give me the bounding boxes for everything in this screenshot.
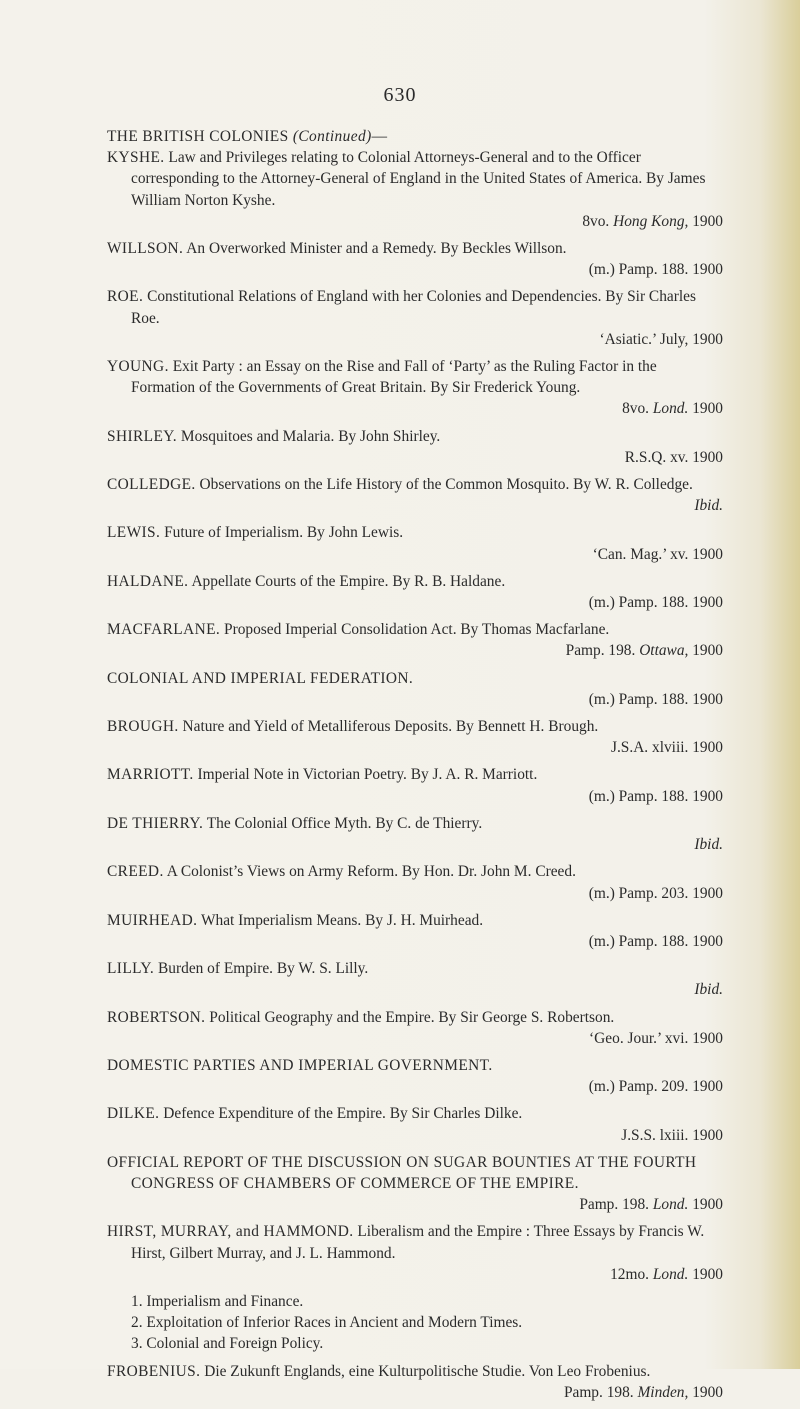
bibliography-entry bbox=[107, 474, 723, 516]
entry-ref: ‘Asiatic.’ July, bbox=[599, 330, 689, 348]
entry-author: KYSHE. bbox=[107, 149, 165, 167]
entry-year: 1900 bbox=[692, 1383, 723, 1401]
entry-author: COLONIAL AND IMPERIAL FEDERATION. bbox=[107, 669, 414, 687]
entry-reference bbox=[131, 447, 723, 468]
entry-text: What Imperialism Means. By J. H. Muirhead. bbox=[200, 911, 484, 929]
entry-reference bbox=[131, 592, 723, 613]
entry-text: Exit Party : an Essay on the Rise and Fall of ‘Party’ as the Ruling Factor in the Formation of the Governments of Great Britain. By Sir Frederick Young. bbox=[131, 358, 657, 397]
section-title-text: THE BRITISH COLONIES bbox=[107, 128, 289, 145]
entry-reference bbox=[131, 737, 723, 758]
entry-reference bbox=[131, 329, 723, 350]
entry-reference bbox=[131, 1194, 723, 1215]
entry-reference bbox=[131, 1382, 723, 1403]
entry-year: 1900 bbox=[692, 787, 723, 805]
entry-year: 1900 bbox=[692, 448, 723, 466]
page-number: 630 bbox=[383, 84, 417, 106]
entry-place: Lond. bbox=[652, 1265, 689, 1283]
bibliography-entry bbox=[107, 910, 723, 952]
entry-reference bbox=[131, 259, 723, 280]
list-item: 1. Imperialism and Finance. bbox=[131, 1292, 304, 1310]
entry-author: CREED. bbox=[107, 863, 164, 881]
bibliography-entry bbox=[107, 668, 723, 710]
entry-reference bbox=[131, 1264, 723, 1285]
entry-text: Die Zukunft Englands, eine Kulturpolitische Studie. Von Leo Frobenius. bbox=[204, 1362, 651, 1380]
entry-text: Appellate Courts of the Empire. By R. B. Haldane. bbox=[191, 572, 506, 590]
entry-text: Observations on the Life History of the Common Mosquito. By W. R. Colledge. bbox=[199, 476, 693, 494]
bibliography-entry bbox=[107, 1103, 723, 1145]
entry-ref: (m.) Pamp. 203. bbox=[588, 884, 689, 902]
entry-year: 1900 bbox=[692, 1078, 723, 1096]
entry-year: 1900 bbox=[692, 642, 723, 660]
bibliography-entry bbox=[107, 716, 723, 758]
entry-year: 1900 bbox=[692, 884, 723, 902]
entry-text: Imperial Note in Victorian Poetry. By J. A. R. Marriott. bbox=[197, 766, 538, 784]
entry-place: Ibid. bbox=[694, 836, 723, 854]
section-continued: (Continued) bbox=[292, 128, 372, 145]
entry-text: Nature and Yield of Metalliferous Deposits. By Bennett H. Brough. bbox=[182, 718, 599, 736]
entry-reference bbox=[131, 1028, 723, 1049]
entry-ref: Pamp. 198. bbox=[579, 1196, 649, 1214]
entry-year: 1900 bbox=[692, 1265, 723, 1283]
bibliography-entry bbox=[107, 619, 723, 661]
entry-author: LEWIS. bbox=[107, 524, 161, 542]
entry-reference bbox=[131, 883, 723, 904]
bibliography-entry bbox=[107, 238, 723, 280]
hirst-sublist bbox=[107, 1291, 723, 1355]
entry-ref: ‘Geo. Jour.’ xvi. bbox=[589, 1029, 689, 1047]
entry-reference bbox=[131, 211, 723, 232]
entry-year: 1900 bbox=[692, 261, 723, 279]
entry-place: Minden, bbox=[637, 1383, 689, 1401]
entry-text: Liberalism and the Empire : Three Essays by Francis W. Hirst, Gilbert Murray, and J. L. Hammond. bbox=[131, 1223, 705, 1262]
entry-year: 1900 bbox=[692, 545, 723, 563]
bibliography-entry bbox=[107, 286, 723, 350]
entry-year: 1900 bbox=[692, 690, 723, 708]
entry-text: Constitutional Relations of England with her Colonies and Dependencies. By Sir Charles Roe. bbox=[131, 288, 696, 327]
entry-text: The Colonial Office Myth. By C. de Thierry. bbox=[206, 814, 483, 832]
entry-ref: 8vo. bbox=[582, 212, 610, 230]
section-dash: — bbox=[371, 128, 388, 145]
entry-author: DILKE. bbox=[107, 1105, 160, 1123]
bibliography-entry bbox=[107, 1152, 723, 1216]
entry-reference bbox=[131, 834, 723, 855]
entry-author: OFFICIAL REPORT OF THE DISCUSSION ON SUGAR BOUNTIES AT THE FOURTH CONGRESS OF CHAMBERS OF COMMERCE OF THE EMPIRE. bbox=[107, 1153, 697, 1192]
entry-text: A Colonist’s Views on Army Reform. By Hon. Dr. John M. Creed. bbox=[166, 863, 576, 881]
entry-author: YOUNG. bbox=[107, 358, 169, 376]
entry-ref: 12mo. bbox=[610, 1265, 649, 1283]
entry-year: 1900 bbox=[692, 1126, 723, 1144]
entry-author: SHIRLEY. bbox=[107, 427, 178, 445]
entry-reference bbox=[131, 398, 723, 419]
entry-ref: R.S.Q. xv. bbox=[624, 448, 689, 466]
entry-text: Proposed Imperial Consolidation Act. By Thomas Macfarlane. bbox=[224, 621, 610, 639]
entry-author: LILLY. bbox=[107, 960, 155, 978]
bibliography-entry bbox=[107, 522, 723, 564]
entries bbox=[107, 147, 723, 1285]
entry-ref: (m.) Pamp. 188. bbox=[588, 787, 689, 805]
entry-place: Lond. bbox=[652, 400, 689, 418]
entry-place: Ibid. bbox=[694, 497, 723, 515]
entry-year: 1900 bbox=[692, 1196, 723, 1214]
entry-author: BROUGH. bbox=[107, 718, 179, 736]
entry-ref: (m.) Pamp. 188. bbox=[588, 594, 689, 612]
entry-reference bbox=[131, 979, 723, 1000]
bibliography-entry bbox=[107, 1361, 723, 1403]
entry-author: ROBERTSON. bbox=[107, 1008, 206, 1026]
entry-reference bbox=[131, 1125, 723, 1146]
bibliography-entry bbox=[107, 426, 723, 468]
entry-reference bbox=[131, 544, 723, 565]
section-title bbox=[107, 126, 723, 147]
list-item: 3. Colonial and Foreign Policy. bbox=[131, 1335, 324, 1353]
bibliography-entry bbox=[107, 861, 723, 903]
entry-author: MARRIOTT. bbox=[107, 766, 194, 784]
entry-author: DE THIERRY. bbox=[107, 814, 204, 832]
entry-text: Defence Expenditure of the Empire. By Sir Charles Dilke. bbox=[163, 1105, 523, 1123]
entry-ref: ‘Can. Mag.’ xv. bbox=[592, 545, 689, 563]
entry-text: An Overworked Minister and a Remedy. By Beckles Willson. bbox=[186, 240, 567, 258]
entry-reference bbox=[131, 495, 723, 516]
entry-year: 1900 bbox=[692, 594, 723, 612]
entry-reference bbox=[131, 1076, 723, 1097]
entry-year: 1900 bbox=[692, 1029, 723, 1047]
entry-reference bbox=[131, 640, 723, 661]
entry-reference bbox=[131, 931, 723, 952]
entry-year: 1900 bbox=[692, 739, 723, 757]
entry-text: Future of Imperialism. By John Lewis. bbox=[164, 524, 404, 542]
entry-ref: Pamp. 198. bbox=[563, 1383, 634, 1401]
entry-ref: (m.) Pamp. 188. bbox=[588, 932, 689, 950]
bibliography-list bbox=[107, 126, 723, 1409]
entry-year: 1900 bbox=[692, 330, 723, 348]
entry-ref: (m.) Pamp. 209. bbox=[588, 1078, 689, 1096]
bibliography-entry bbox=[107, 571, 723, 613]
entry-text: Burden of Empire. By W. S. Lilly. bbox=[158, 960, 369, 978]
entry-author: FROBENIUS. bbox=[107, 1362, 201, 1380]
entry-author: HALDANE. bbox=[107, 572, 189, 590]
bibliography-entry bbox=[107, 1007, 723, 1049]
entry-place: Ottawa, bbox=[639, 642, 689, 660]
entry-ref: J.S.A. xlviii. bbox=[610, 739, 689, 757]
entry-ref: (m.) Pamp. 188. bbox=[588, 261, 689, 279]
entry-ref: J.S.S. lxiii. bbox=[621, 1126, 689, 1144]
entry-year: 1900 bbox=[692, 932, 723, 950]
entry-place: Lond. bbox=[652, 1196, 689, 1214]
entry-author: MACFARLANE. bbox=[107, 621, 221, 639]
entry-place: Ibid. bbox=[694, 981, 723, 999]
bibliography-entry bbox=[107, 147, 723, 232]
bibliography-entry bbox=[107, 1221, 723, 1285]
bibliography-entry bbox=[107, 813, 723, 855]
entry-ref: Pamp. 198. bbox=[565, 642, 636, 660]
entry-ref: (m.) Pamp. 188. bbox=[588, 690, 689, 708]
entry-year: 1900 bbox=[692, 212, 723, 230]
entry-text: Mosquitoes and Malaria. By John Shirley. bbox=[180, 427, 441, 445]
entry-ref: 8vo. bbox=[622, 400, 649, 418]
list-item: 2. Exploitation of Inferior Races in Ancient and Modern Times. bbox=[131, 1314, 523, 1332]
entry-author: DOMESTIC PARTIES AND IMPERIAL GOVERNMENT. bbox=[107, 1056, 493, 1074]
entry-place: Hong Kong, bbox=[613, 212, 689, 230]
entry-year: 1900 bbox=[692, 400, 723, 418]
bibliography-entry bbox=[107, 356, 723, 420]
bibliography-entry bbox=[107, 1055, 723, 1097]
entry-author: COLLEDGE. bbox=[107, 476, 196, 494]
entry-text: Law and Privileges relating to Colonial Attorneys-General and to the Officer corresponding to the Attorney-General of England in the United States of America. By James William Norton Kyshe. bbox=[131, 149, 706, 209]
entry-author: WILLSON. bbox=[107, 240, 184, 258]
bibliography-entry bbox=[107, 958, 723, 1000]
entry-author: MUIRHEAD. bbox=[107, 911, 198, 929]
entry-reference bbox=[131, 786, 723, 807]
entry-author: ROE. bbox=[107, 288, 144, 306]
entry-author: HIRST, MURRAY, and HAMMOND. bbox=[107, 1223, 354, 1241]
entry-reference bbox=[131, 689, 723, 710]
bibliography-entry bbox=[107, 764, 723, 806]
entry-text: Political Geography and the Empire. By Sir George S. Robertson. bbox=[209, 1008, 615, 1026]
